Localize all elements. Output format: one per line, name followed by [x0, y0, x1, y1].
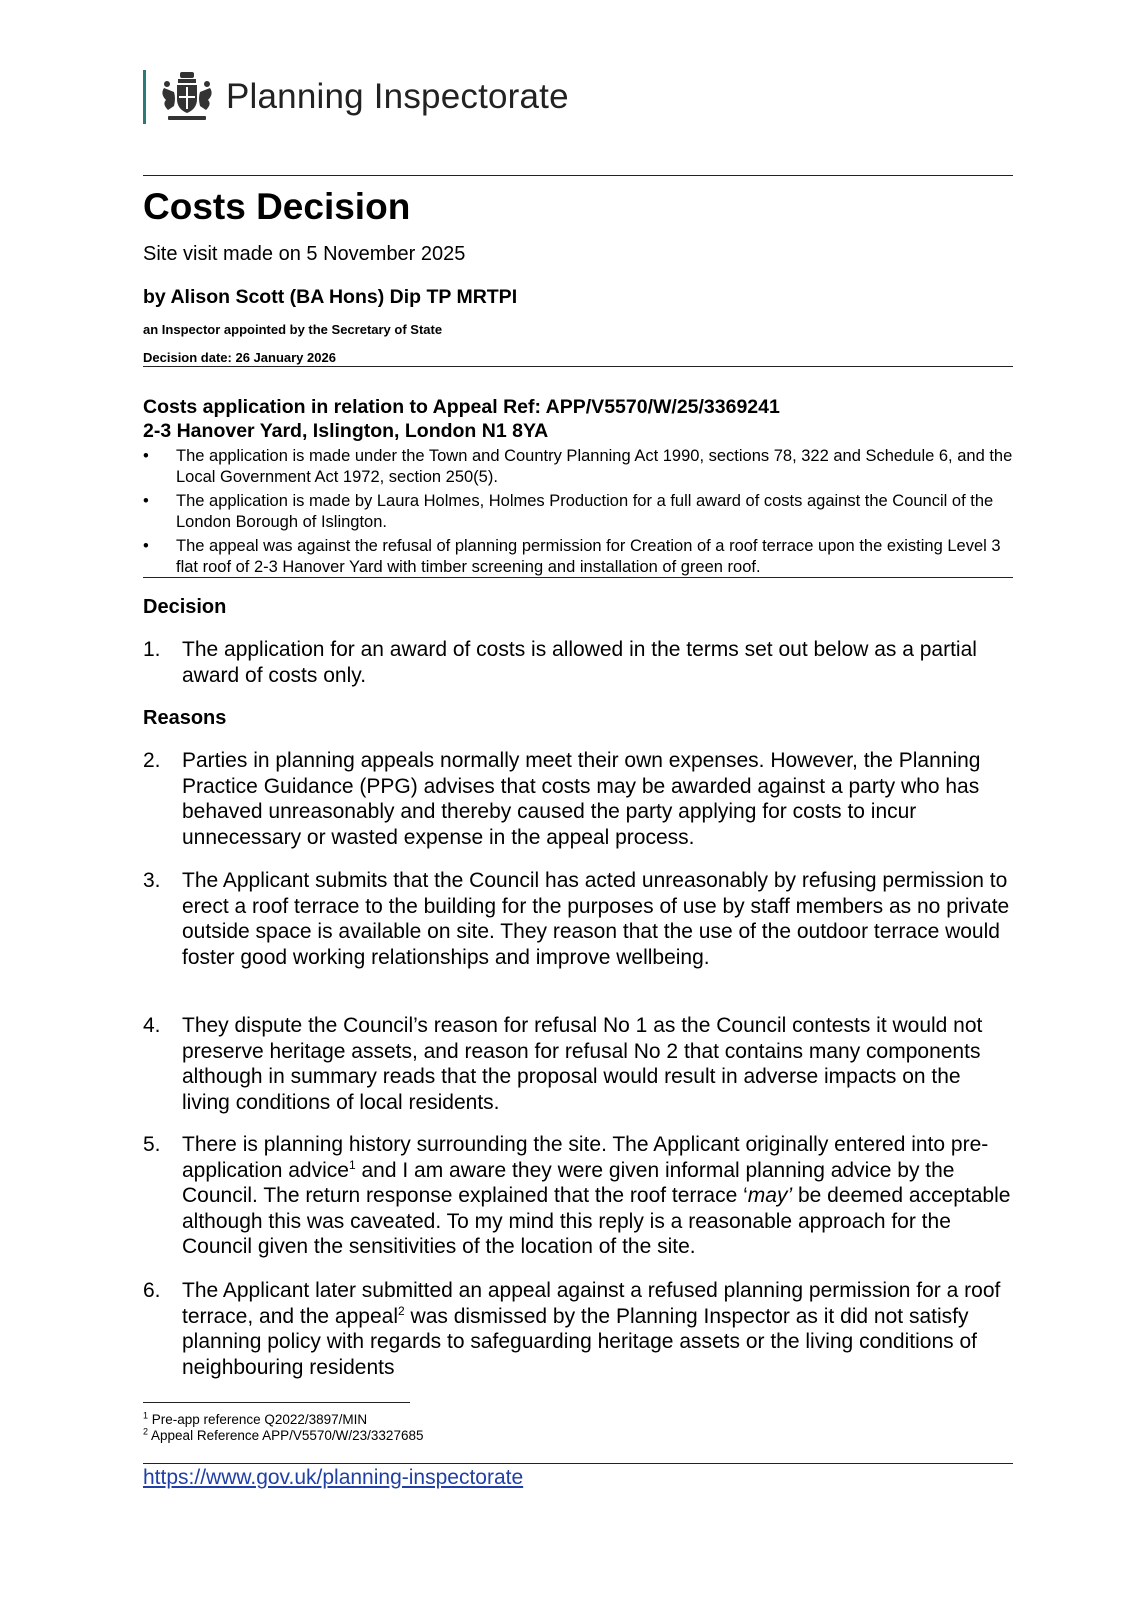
paragraph-text: The Applicant later submitted an appeal against a refused planning permission for a roof terrace, and the appeal$^2$ was dismissed by the Planning Inspector as it did not satisfy planning policy with regards to safeguarding heritage assets or the living conditions of neighbouring residents — [182, 1279, 1001, 1379]
footnote-rule — [143, 1402, 410, 1403]
paragraph-text: The application for an award of costs is allowed in the terms set out below as a partial award of costs only. — [182, 638, 977, 687]
top-rule — [143, 175, 1013, 176]
paragraph-3 — [143, 868, 1013, 970]
appeal-reference-block — [143, 395, 780, 443]
footnote-1: $^1$ Pre-app reference Q2022/3897/MIN — [143, 1410, 368, 1427]
footnotes — [143, 1412, 423, 1444]
bullet-icon: • — [143, 537, 149, 555]
page-title: Costs Decision — [143, 186, 411, 227]
decision-heading: Decision — [143, 596, 227, 618]
paragraph-number: 1. — [143, 638, 161, 661]
footer-link[interactable]: https://www.gov.uk/planning-inspectorate — [143, 1466, 524, 1489]
paragraph-4 — [143, 1013, 1013, 1115]
paragraph-2 — [143, 748, 1013, 850]
reasons-heading: Reasons — [143, 707, 227, 729]
logo-text: Planning Inspectorate — [226, 77, 569, 116]
logo — [143, 70, 569, 124]
list-item: • The application is made under the Town and Country Planning Act 1990, sections 78, 322 and Schedule 6, and the Local Government Act 1972, section 250(5). — [143, 447, 1013, 486]
paragraph-5 — [143, 1132, 1013, 1260]
paragraph-number: 2. — [143, 749, 161, 772]
footnote-2: $^2$ Appeal Reference APP/V5570/W/23/3327685 — [143, 1426, 424, 1443]
paragraph-number: 3. — [143, 869, 161, 892]
logo-bar — [143, 70, 146, 124]
paragraph-number: 4. — [143, 1014, 161, 1037]
application-details-list — [143, 446, 1013, 581]
paragraph-number: 5. — [143, 1133, 161, 1156]
appointment-note: an Inspector appointed by the Secretary of State — [143, 322, 443, 337]
paragraph-number: 6. — [143, 1279, 161, 1302]
bullet-icon: • — [143, 447, 149, 465]
site-address: 2-3 Hanover Yard, Islington, London N1 8YA — [143, 420, 549, 442]
bullet-icon: • — [143, 492, 149, 510]
list-item: • The appeal was against the refusal of planning permission for Creation of a roof terrace upon the existing Level 3 flat roof of 2-3 Hanover Yard with timber screening and installation of green roof. — [143, 537, 1001, 576]
paragraph-text: Parties in planning appeals normally meet their own expenses. However, the Planning Practice Guidance (PPG) advises that costs may be awarded against a party who has behaved unreasonably and thereby caused the party applying for costs to incur unnecessary or wasted expense in the appeal process. — [182, 749, 981, 849]
royal-crest-icon — [158, 70, 216, 124]
appeal-reference: Costs application in relation to Appeal Ref: APP/V5570/W/25/3369241 — [143, 396, 780, 418]
header-rule — [143, 366, 1013, 367]
paragraph-1 — [143, 637, 1013, 688]
footnote-ref-1: 1 — [348, 1157, 356, 1172]
paragraph-text: They dispute the Council’s reason for refusal No 1 as the Council contests it would not preserve heritage assets, and reason for refusal No 2 that contains many components although in summary reads that the proposal would result in adverse impacts on the living conditions of local residents. — [182, 1014, 983, 1114]
footnote-ref-2: 2 — [398, 1303, 405, 1318]
paragraph-text: The Applicant submits that the Council has acted unreasonably by refusing permission to erect a roof terrace to the building for the purposes of use by staff members as no private outside space is available on site. They reason that the use of the outdoor terrace would foster good working relationships and improve wellbeing. — [182, 869, 1010, 969]
list-item: • The application is made by Laura Holmes, Holmes Production for a full award of costs against the Council of the London Borough of Islington. — [143, 492, 994, 531]
paragraph-6 — [143, 1278, 1013, 1380]
footer-rule — [143, 1463, 1013, 1464]
paragraph-text: There is planning history surrounding the site. The Applicant originally entered into pre-application advice$^1$ and I am aware they were given informal planning advice by the Council. The return response explained that the roof terrace ‘may’ be deemed acceptable although this was caveated. To my mind this reply is a reasonable approach for the Council given the sensitivities of the location of the site. — [182, 1133, 1011, 1259]
site-visit-date: Site visit made on 5 November 2025 — [143, 243, 466, 265]
inspector-name: by Alison Scott (BA Hons) Dip TP MRTPI — [143, 286, 518, 308]
details-rule — [143, 577, 1013, 578]
decision-date: Decision date: 26 January 2026 — [143, 350, 336, 365]
